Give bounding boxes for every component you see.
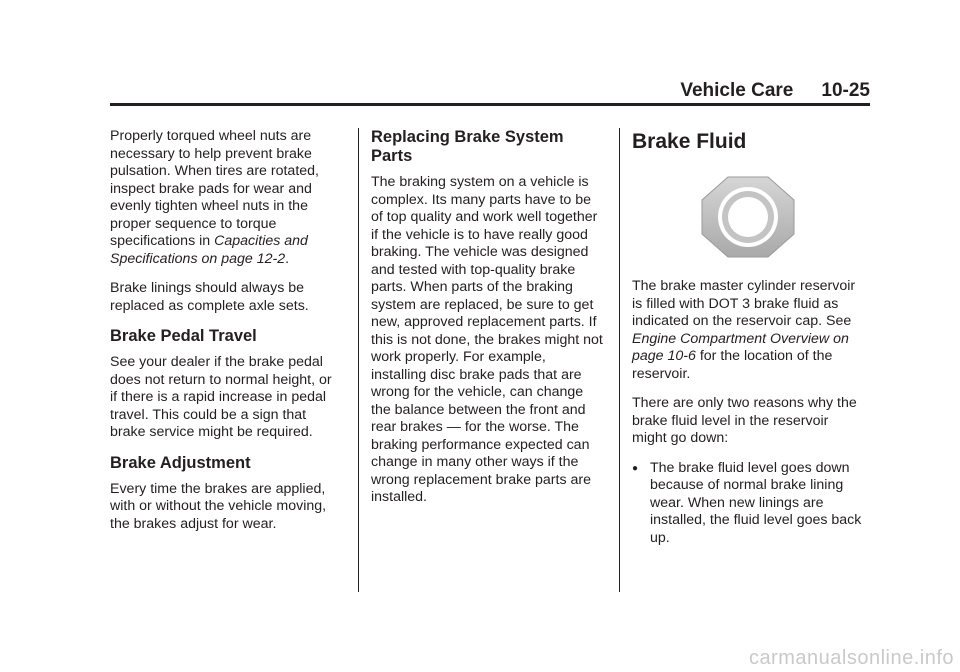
bullet-text: The brake fluid level goes down because of normal brake lining wear. When new linings are installed, the fluid level goes back up.: [650, 459, 862, 546]
site-watermark: carmanualsonline.info: [748, 647, 954, 669]
fluid-level-intro-paragraph: There are only two reasons why the brake fluid level in the reservoir might go down:: [632, 395, 857, 446]
engine-compartment-reference-link[interactable]: Engine Compartment Overview on page 10-6: [632, 330, 849, 364]
column-divider-2: [619, 128, 620, 592]
brake-fluid-reservoir-cap-icon: [701, 176, 795, 258]
capacities-reference-link[interactable]: Capacities and Specifications on page 12-2: [110, 233, 308, 267]
brake-pedal-paragraph: See your dealer if the brake pedal does not return to normal height, or if there is a rapid increase in pedal travel. This could be a sign that brake service might be required.: [110, 354, 332, 440]
wheel-nuts-paragraph: Properly torqued wheel nuts are necessary to help prevent brake pulsation. When tires are rotated, inspect brake pads for wear and evenly tighten wheel nuts in the proper sequence to torque specifications in Capacities and Specifications on page 12-2.: [110, 128, 319, 267]
column-divider-1: [358, 128, 359, 592]
reservoir-paragraph: The brake master cylinder reservoir is filled with DOT 3 brake fluid as indicated on the reservoir cap. See Engine Compartment Overview on page 10-6 for the location of the reservoir.: [632, 278, 856, 382]
column-2: [371, 128, 603, 519]
column-3: [632, 128, 864, 547]
brake-adjustment-heading: Brake Adjustment: [110, 453, 251, 472]
list-item: [632, 460, 864, 548]
brake-pedal-travel-heading: Brake Pedal Travel: [110, 327, 257, 345]
replacing-brake-parts-heading: Replacing Brake System Parts: [371, 128, 564, 165]
page-number: 10-25: [821, 80, 870, 101]
bullet-icon: ●: [632, 462, 639, 474]
section-title: Vehicle Care: [680, 80, 794, 101]
brake-adjustment-paragraph: Every time the brakes are applied, with or without the vehicle moving, the brakes adjust for wear.: [110, 480, 327, 532]
column-1: [110, 128, 342, 545]
header-rule: [110, 103, 870, 106]
brake-linings-paragraph: Brake linings should always be replaced as complete axle sets.: [110, 280, 309, 314]
replacing-brake-parts-paragraph: The braking system on a vehicle is complex. Its many parts have to be of top quality and work well together if the vehicle is to have really good braking. The vehicle was designed and tested with top-quality brake parts. When parts of the braking system are replaced, be sure to get new, approved replacement parts. If this is not done, the brakes might not work properly. For example, installing disc brake pads that are wrong for the vehicle, can change the balance between the front and rear brakes — for the worse. The braking performance expected can change in many other ways if the wrong replacement brake parts are installed.: [371, 174, 603, 505]
brake-fluid-symbol: [632, 176, 864, 258]
brake-fluid-heading: Brake Fluid: [632, 130, 747, 153]
